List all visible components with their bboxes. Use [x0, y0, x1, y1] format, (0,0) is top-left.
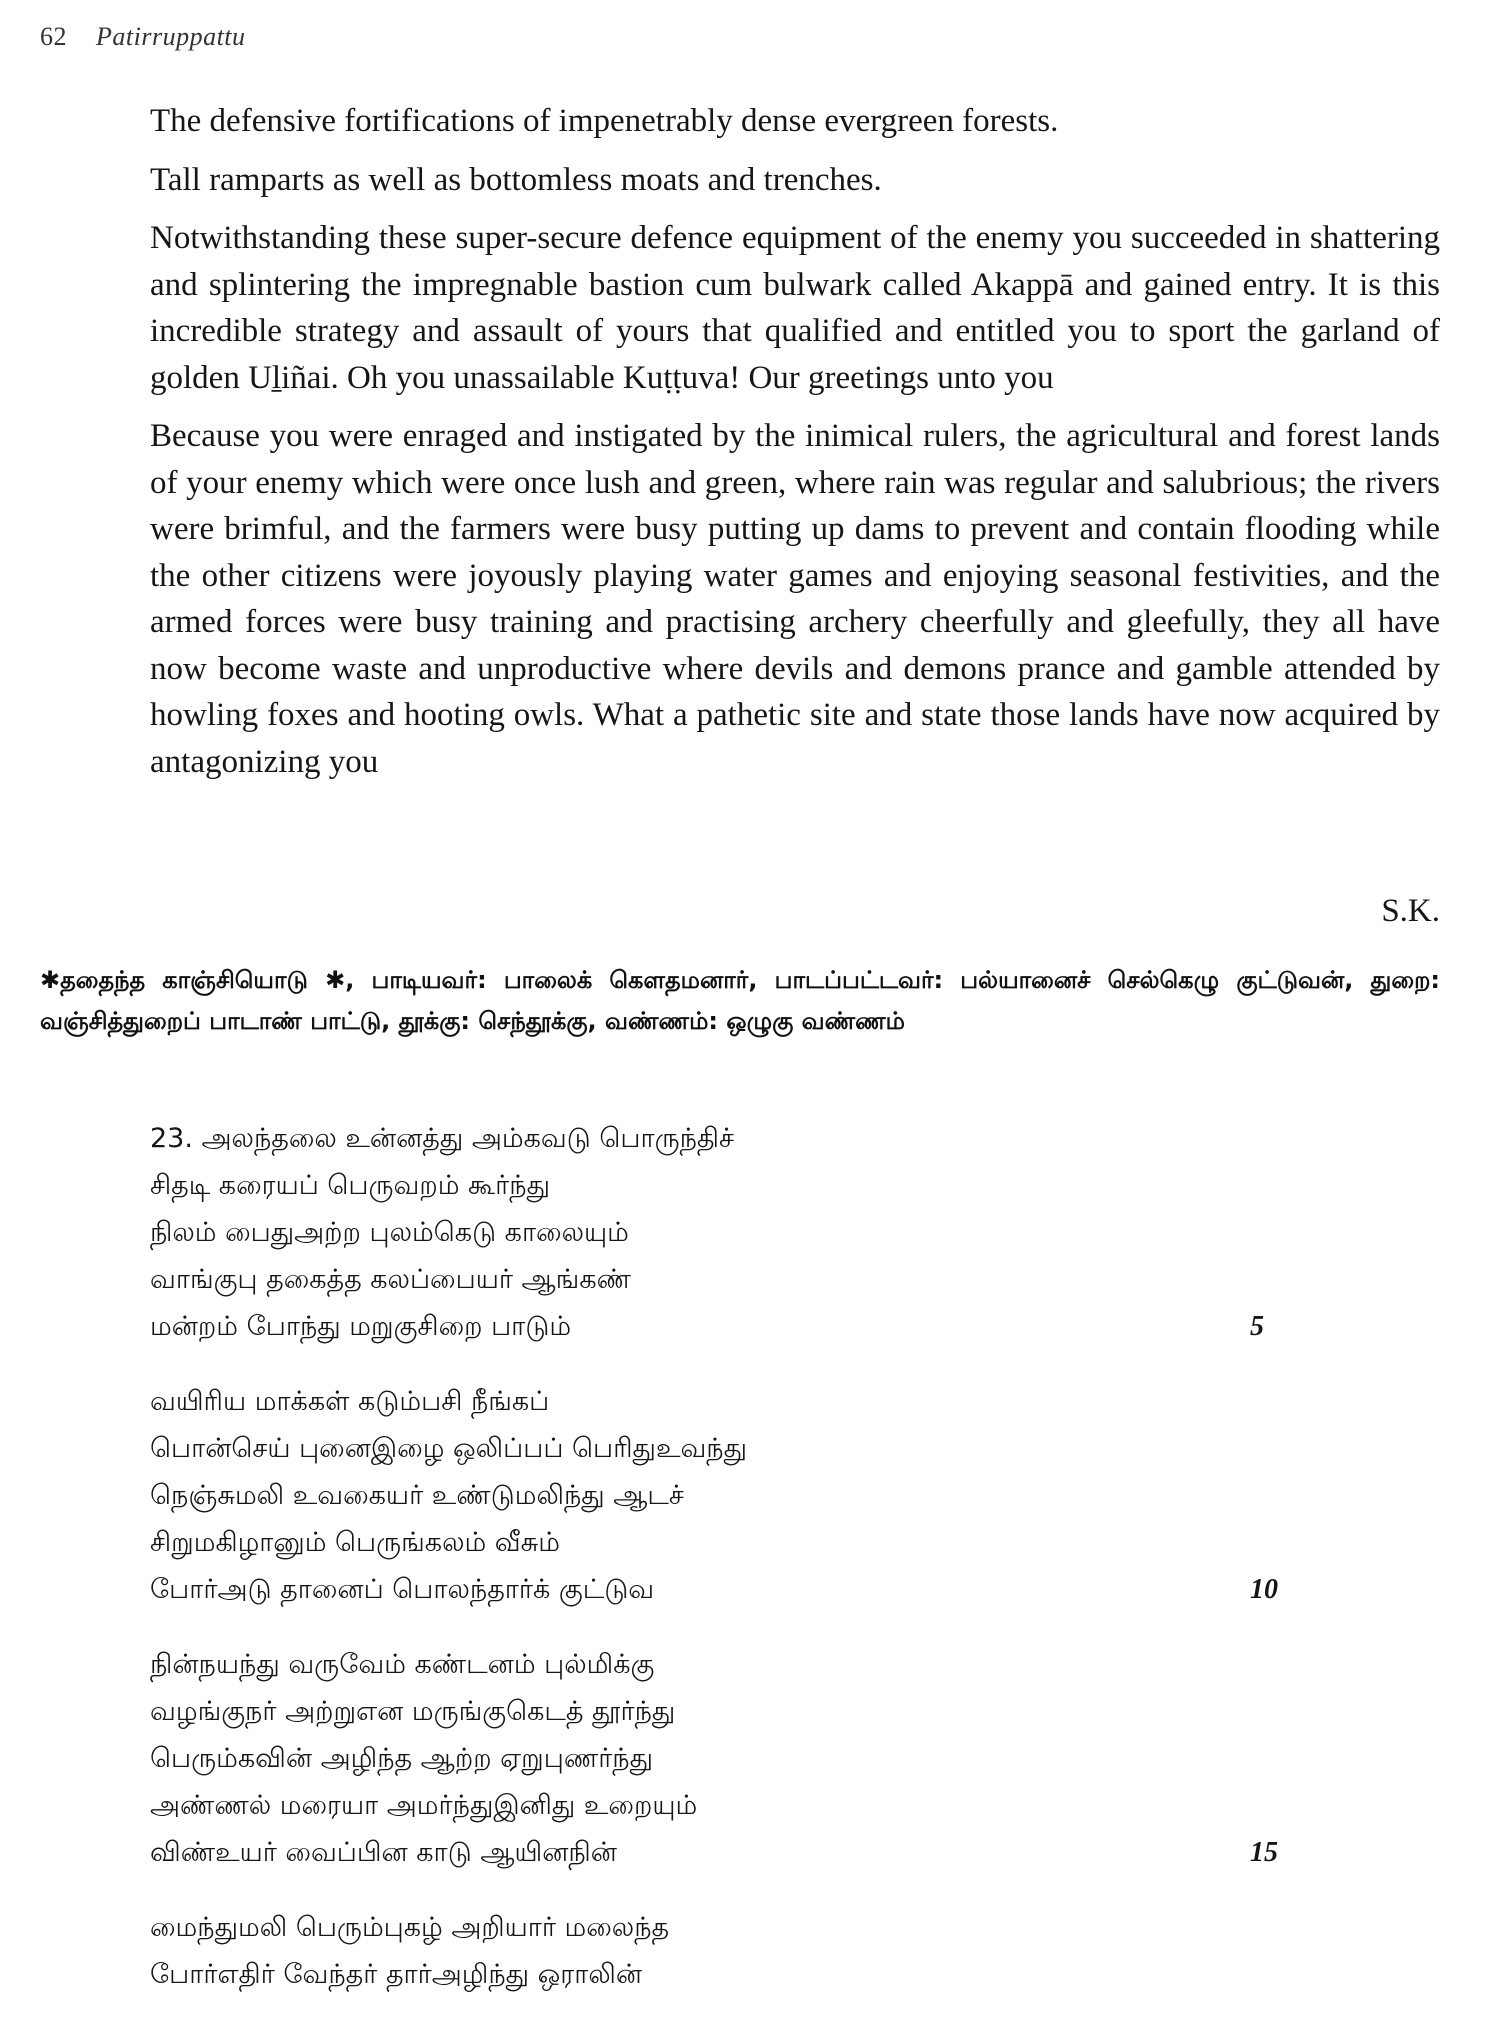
poem-line: [150, 1735, 1330, 1782]
poem-line-text: பொன்செய் புனைஇழை ஒலிப்பப் பெரிதுஉவந்து: [150, 1433, 748, 1464]
poem-line-text: 23. அலந்தலை உன்னத்து அம்கவடு பொருந்திச்: [150, 1123, 734, 1154]
poem-line-text: நின்நயந்து வருவேம் கண்டனம் புல்மிக்கு: [150, 1649, 655, 1680]
stanza-3: [150, 1641, 1330, 1876]
stanza-2: [150, 1378, 1330, 1613]
poem-line-text: வாங்குபு தகைத்த கலப்பையர் ஆங்கண்: [150, 1264, 631, 1295]
poem-line-text: மைந்துமலி பெரும்புகழ் அறியார் மலைந்த: [150, 1912, 670, 1943]
prose-paragraph-3: Notwithstanding these super-secure defence equipment of the enemy you succeeded in shattering and splintering the impregnable bastion cum bulwark called Akappā and gained entry. It is this incredible strategy and assault of yours that qualified and entitled you to sport the garland of golden Uḻiñai. Oh you unassailable Kuṭṭuva! Our greetings unto you: [150, 220, 1440, 396]
poem-line: [150, 1782, 1330, 1829]
line-number: 15: [1250, 1837, 1278, 1868]
prose-paragraph-2: Tall ramparts as well as bottomless moats and trenches.: [150, 161, 882, 198]
poem-line-text: நெஞ்சுமலி உவகையர் உண்டுமலிந்து ஆடச்: [150, 1480, 684, 1511]
poem-line-text: விண்உயர் வைப்பின காடு ஆயினநின்: [150, 1837, 617, 1868]
prose-paragraph-1: The defensive fortifications of impenetrably dense evergreen forests.: [150, 103, 1059, 139]
poem-line: [150, 1904, 1330, 1951]
poem-line-text: நிலம் பைதுஅற்ற புலம்கெடு காலையும்: [150, 1217, 629, 1248]
poem-colophon: ✱ததைந்த காஞ்சியொடு ✱, பாடியவர்: பாலைக் கௌதமனார், பாடப்பட்டவர்: பல்யானைச் செல்கெழு குட்டுவன், துறை: வஞ்சித்துறைப் பாடாண் பாட்டு, தூக்கு: செந்தூக்கு, வண்ணம்: ஒழுகு வண்ணம்: [40, 966, 1440, 1035]
poem-line: [150, 1209, 1330, 1256]
poem-line: [150, 1519, 1330, 1566]
line-number: 10: [1250, 1574, 1278, 1605]
poem-line-text: சிதடி கரையப் பெருவறம் கூர்ந்து: [150, 1170, 550, 1201]
prose-paragraph-4: Because you were enraged and instigated by the inimical rulers, the agricultural and forest lands of your enemy which were once lush and green, where rain was regular and salubrious; the rivers were brimful, and the farmers were busy putting up dams to prevent and contain flooding while the other citizens were joyously playing water games and enjoying seasonal festivities, and the armed forces were busy training and practising archery cheerfully and gleefully, they all have now become waste and unproductive where devils and demons prance and gamble attended by howling foxes and hooting owls. What a pathetic site and state those lands have now acquired by antagonizing you: [150, 418, 1440, 780]
poem-line: [150, 1162, 1330, 1209]
poem-line-text: வழங்குநர் அற்றுஎன மருங்குகெடத் தூர்ந்து: [150, 1696, 676, 1727]
poem-line: [150, 1472, 1330, 1519]
poem-line: [150, 1688, 1330, 1735]
poem-line: [150, 1951, 1330, 1998]
running-header: [40, 22, 246, 52]
book-title: Patirruppattu: [96, 22, 246, 51]
line-number: 5: [1250, 1311, 1264, 1342]
translator-signature: S.K.: [1381, 893, 1440, 929]
poem-line-text: போர்அடு தானைப் பொலந்தார்க் குட்டுவ: [150, 1574, 655, 1605]
stanza-4: [150, 1904, 1330, 1998]
page-number: 62: [40, 22, 67, 51]
poem-line-text: பெரும்கவின் அழிந்த ஆற்ற ஏறுபுணர்ந்து: [150, 1743, 654, 1774]
poem-line-text: வயிரிய மாக்கள் கடும்பசி நீங்கப்: [150, 1386, 550, 1417]
poem-line: [150, 1566, 1330, 1613]
poem-line-text: மன்றம் போந்து மறுகுசிறை பாடும்: [150, 1311, 572, 1342]
poem-line-text: போர்எதிர் வேந்தர் தார்அழிந்து ஒராலின்: [150, 1959, 643, 1990]
poem-line: [150, 1378, 1330, 1425]
tamil-poem: [150, 1115, 1330, 2026]
poem-line: [150, 1303, 1330, 1350]
poem-line: [150, 1829, 1330, 1876]
translation-prose: [150, 98, 1440, 797]
poem-line-text: அண்ணல் மரையா அமர்ந்துஇனிது உறையும்: [150, 1790, 698, 1821]
poem-line: [150, 1641, 1330, 1688]
poem-line: [150, 1425, 1330, 1472]
poem-line: [150, 1115, 1330, 1162]
poem-line: [150, 1256, 1330, 1303]
stanza-1: [150, 1115, 1330, 1350]
poem-line-text: சிறுமகிழானும் பெருங்கலம் வீசும்: [150, 1527, 560, 1558]
